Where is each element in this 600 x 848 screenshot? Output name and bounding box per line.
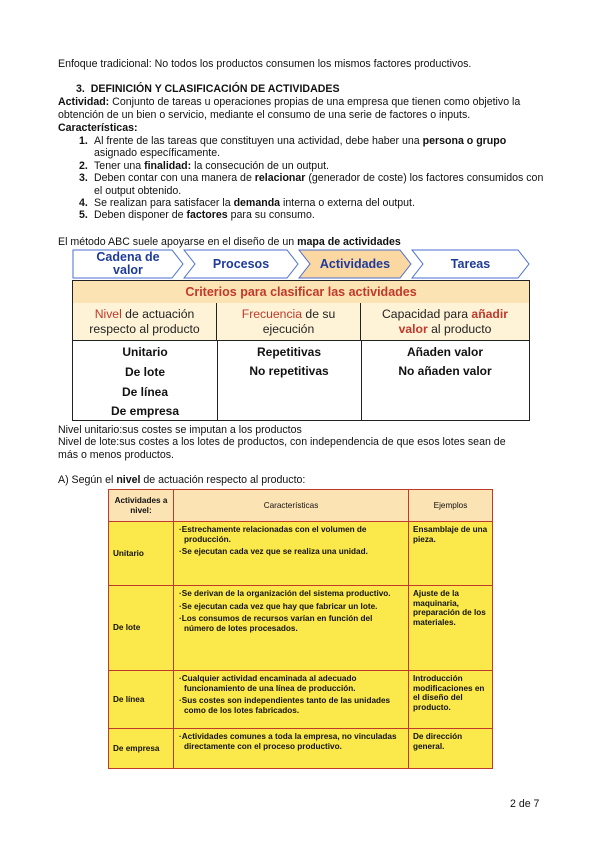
subsection-bold: nivel [116,474,141,486]
characteristic-number: 4. [79,197,88,210]
criteria-title: Criterios para clasificar las actividades [73,281,529,304]
characteristic-bold: demanda [233,197,281,210]
flow-step-label: Cadena de valor [96,250,160,277]
characteristic-post: para su consumo. [227,209,315,222]
page-number: 2 de 7 [510,798,540,810]
characteristic-number: 3. [79,172,88,185]
definition-text-2: obtención de un bien o servicio, mediante el consumo de una serie de factores o inputs. [58,108,471,121]
characteristic-item [79,209,546,222]
flow-step-activities [298,249,412,279]
row-example: Introducción modificaciones en el diseño del producto. [409,671,493,729]
table-header-cell: Actividades a nivel: [109,490,174,522]
definition-text-1: Conjunto de tareas u operaciones propias de una empresa que tienen como objetivo la [109,96,521,108]
characteristic-bullet: ·Los consumos de recursos varían en función del número de lotes procesados. [179,614,373,633]
flow-step-value-chain [72,249,184,279]
table-row [109,671,493,729]
characteristic-bullet: ·Cualquier actividad encaminada al adecuado funcionamiento de una línea de producción. [179,674,357,693]
level-unit: Unitario [122,345,168,359]
col-value-pre: Capacidad para [381,307,472,321]
characteristic-post: (generador de coste) los factores consumidos con el output obtenido. [94,172,544,197]
characteristic-bold: persona o grupo [422,135,507,147]
row-characteristics [174,586,409,671]
level-line: De línea [121,385,169,399]
level-company: De empresa [110,404,180,418]
characteristic-pre: Deben disponer de [94,209,187,222]
value-adds: Añaden valor [406,345,484,359]
flow-step-tasks [411,249,530,279]
characteristic-post: la consecución de un output. [191,159,329,172]
col-frequency-highlight: Frecuencia [241,307,303,321]
characteristic-item [79,197,546,210]
frequency-repetitive: Repetitivas [256,345,322,359]
table-header-row [109,490,493,522]
row-level: Unitario [109,522,174,586]
characteristics-heading: Características: [58,122,138,134]
col-level-highlight: Nivel [94,307,122,321]
flow-step-label: Actividades [319,256,391,271]
section-number: 3. [76,83,85,95]
row-characteristics [174,522,409,586]
subsection-pre: A) Según el [58,474,117,486]
characteristic-bold: factores [186,209,228,222]
frequency-non-repetitive: No repetitivas [249,364,329,378]
row-example: Ajuste de la maquinaria, preparación de los materiales. [409,586,493,671]
characteristic-item [79,159,546,172]
row-level: De línea [109,671,174,729]
subsection-post: de actuación respecto al producto: [140,474,306,486]
criteria-table [72,280,530,421]
table-row [109,729,493,769]
note-unit: Nivel unitario:sus costes se imputan a los productos [58,424,302,436]
characteristic-pre: Tener una [94,159,145,172]
table-header-cell: Ejemplos [409,490,493,522]
flow-step-label: Procesos [212,256,270,271]
section-heading [76,83,340,96]
characteristic-pre: Se realizan para satisfacer la [94,197,234,210]
abc-line-text: El método ABC suele apoyarse en el diseño de un [58,236,298,248]
characteristic-post: asignado específicamente. [94,147,221,160]
characteristic-bullet: ·Actividades comunes a toda la empresa, no vinculadas directamente con el proceso productivo. [179,732,397,751]
characteristics-list [79,135,546,222]
abc-line-bold: mapa de actividades [297,236,401,248]
value-no-adds: No añaden valor [398,364,492,378]
col-level-rest: de actuación respecto al producto [89,307,200,336]
characteristic-number: 5. [79,209,88,222]
row-characteristics [174,729,409,769]
col-frequency-rest: de su ejecución [262,307,336,336]
characteristic-bullet: ·Sus costes son independientes tanto de las unidades como de los lotes fabricados. [179,696,391,715]
note-lot-line2: más o menos productos. [58,448,174,461]
col-value-rest: al producto [427,321,492,336]
characteristic-bullet: ·Se derivan de la organización del sistema productivo. [179,589,391,598]
activity-definition [58,96,548,121]
flow-step-processes [183,249,299,279]
row-characteristics [174,671,409,729]
table-row [109,586,493,671]
characteristic-item [79,135,546,160]
row-level: De lote [109,586,174,671]
characteristic-number: 1. [79,135,88,147]
flow-step-label: Tareas [450,256,491,271]
row-level: De empresa [109,729,174,769]
characteristic-bullet: ·Estrechamente relacionadas con el volumen de producción. [179,525,367,544]
criteria-col-level [73,303,217,341]
section-title: DEFINICIÓN Y CLASIFICACIÓN DE ACTIVIDADES [90,83,340,95]
characteristic-bullet: ·Se ejecutan cada vez que se realiza una unidad. [179,547,368,557]
characteristic-pre: Al frente de las tareas que constituyen una actividad, debe haber una [94,135,423,147]
criteria-col-frequency [217,303,361,341]
characteristic-bullet: ·Se ejecutan cada vez que hay que fabricar un lote. [179,601,378,611]
activity-level-table [108,489,493,769]
characteristic-number: 2. [79,159,88,172]
table-header-cell: Características [174,490,409,522]
characteristic-post: interna o externa del output. [280,197,415,210]
characteristic-bold: finalidad: [144,159,192,172]
col-value-highlight: añadir valor [398,307,508,336]
row-example: De dirección general. [409,729,493,769]
characteristic-bold: relacionar [254,172,306,185]
note-lot-line1: Nivel de lote:sus costes a los lotes de productos, con independencia de que esos lotes sean de [58,436,506,448]
subsection-heading [58,474,305,487]
definition-term: Actividad: [58,96,110,108]
intro-line: Enfoque tradicional: No todos los productos consumen los mismos factores productivos. [58,58,472,70]
characteristic-pre: Deben contar con una manera de [94,172,255,185]
level-lot: De lote [124,365,165,379]
criteria-col-value [361,303,529,341]
table-row [109,522,493,586]
note-lot [58,436,548,461]
characteristic-item [79,172,546,197]
abc-line [58,236,401,249]
row-example: Ensamblaje de una pieza. [409,522,493,586]
